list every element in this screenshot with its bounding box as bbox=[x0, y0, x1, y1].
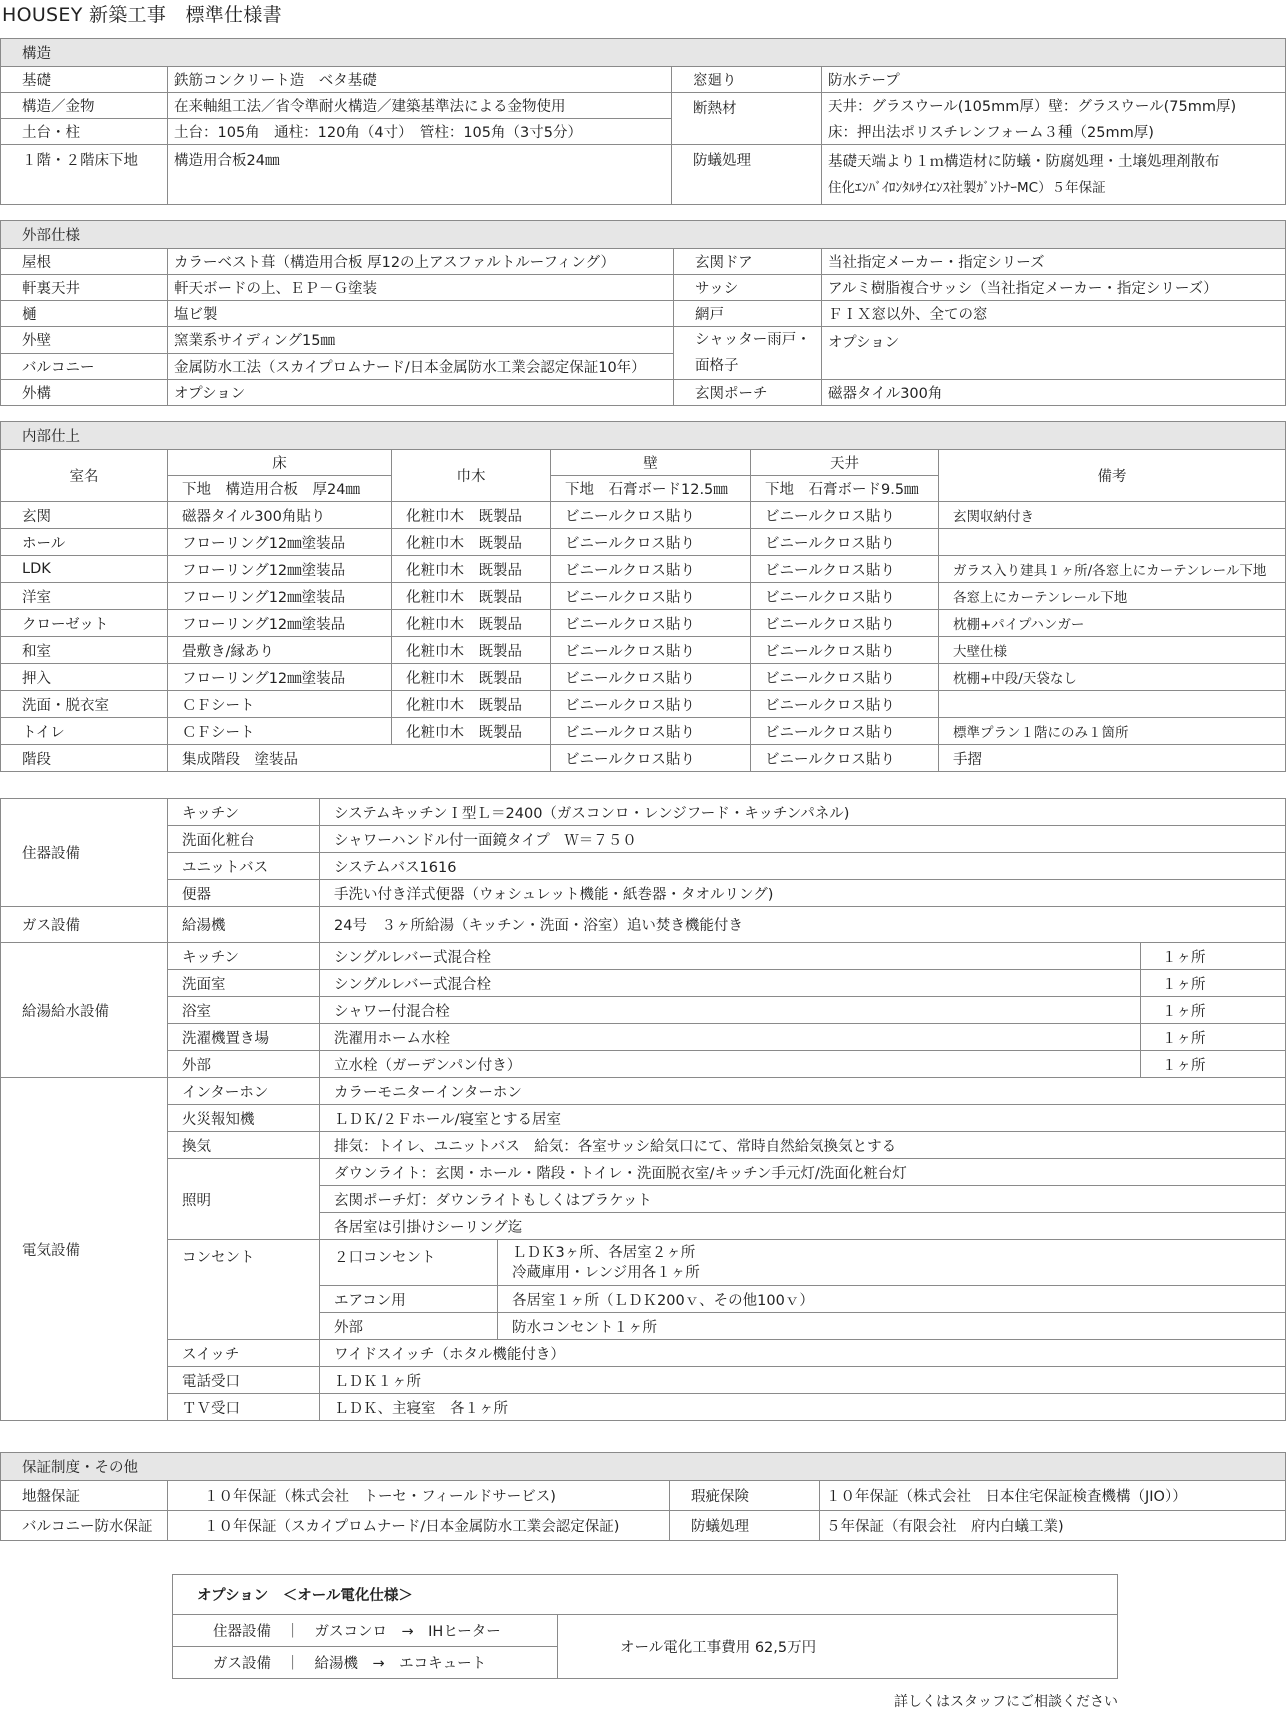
cell-floor: フローリング12㎜塗装品 bbox=[168, 529, 392, 556]
value-line: 基礎天端より１ｍ構造材に防蟻・防腐処理・土壌処理剤散布 bbox=[828, 154, 1220, 170]
equip-group-label: 住器設備 bbox=[1, 799, 168, 907]
equip-value: 24号 ３ヶ所給湯（キッチン・洗面・浴室）追い焚き機能付き bbox=[320, 907, 1286, 943]
row-label: 地盤保証 bbox=[1, 1481, 168, 1511]
equip-value: シングルレバー式混合栓 bbox=[320, 943, 1141, 970]
cell-room: トイレ bbox=[1, 718, 168, 745]
cell-baseboard: 化粧巾木 既製品 bbox=[392, 529, 551, 556]
equip-item: 洗面化粧台 bbox=[168, 826, 320, 853]
page-title: HOUSEY 新築工事 標準仕様書 bbox=[2, 4, 282, 26]
equip-value: システムキッチンＩ型Ｌ＝2400（ガスコンロ・レンジフード・キッチンパネル) bbox=[320, 799, 1286, 826]
equipment-section bbox=[0, 798, 1286, 1421]
equip-item: 外部 bbox=[168, 1051, 320, 1078]
cell-ceiling: ビニールクロス貼り bbox=[751, 610, 939, 637]
equip-item: 洗面室 bbox=[168, 970, 320, 997]
equip-item: キッチン bbox=[168, 799, 320, 826]
option-heading: オプション ＜オール電化仕様＞ bbox=[173, 1575, 1118, 1615]
row-label bbox=[674, 327, 822, 380]
equip-value: 排気：トイレ、ユニットバス 給気：各室サッシ給気口にて、常時自然給気換気とする bbox=[320, 1132, 1286, 1159]
cell-room: 和室 bbox=[1, 637, 168, 664]
equip-value: 立水栓（ガーデンパン付き） bbox=[320, 1051, 1141, 1078]
row-value: 塩ビ製 bbox=[168, 301, 674, 327]
row-value: カラーベスト葺（構造用合板 厚12の上アスファルトルーフィング） bbox=[168, 249, 674, 275]
value-line: 住化ｴﾝﾊﾞｲﾛﾝﾀﾙｻｲｴﾝｽ社製ｶﾞﾝﾄﾅｰMC）５年保証 bbox=[828, 180, 1106, 196]
cell-baseboard: 化粧巾木 既製品 bbox=[392, 610, 551, 637]
row-label: 窓廻り bbox=[672, 67, 822, 93]
cell-room: 玄関 bbox=[1, 502, 168, 529]
row-label: １階・２階床下地 bbox=[1, 145, 168, 205]
cell-ceiling: ビニールクロス貼り bbox=[751, 556, 939, 583]
cell-floor: 畳敷き/縁あり bbox=[168, 637, 392, 664]
cell-room: 階段 bbox=[1, 745, 168, 772]
table-row bbox=[1, 502, 1286, 529]
cell-baseboard: 化粧巾木 既製品 bbox=[392, 502, 551, 529]
equip-item: 洗濯機置き場 bbox=[168, 1024, 320, 1051]
row-label: 樋 bbox=[1, 301, 168, 327]
col-header-ceiling: 天井 bbox=[751, 450, 939, 476]
row-value: ５年保証（有限会社 府内白蟻工業) bbox=[820, 1511, 1286, 1541]
outlet-value: 各居室１ヶ所（ＬＤＫ200ｖ、その他100ｖ） bbox=[498, 1286, 1286, 1313]
row-label: 断熱材 bbox=[672, 93, 822, 145]
option-item: ガス設備 ｜ 給湯機 → エコキュート bbox=[173, 1647, 558, 1679]
row-value: １０年保証（スカイプロムナード/日本金属防水工業会認定保証) bbox=[168, 1511, 670, 1541]
cell-wall: ビニールクロス貼り bbox=[551, 691, 751, 718]
equip-value: ダウンライト：玄関・ホール・階段・トイレ・洗面脱衣室/キッチン手元灯/洗面化粧台灯 bbox=[320, 1159, 1286, 1186]
col-subheader-floor: 下地 構造用合板 厚24㎜ bbox=[168, 476, 392, 502]
cell-ceiling: ビニールクロス貼り bbox=[751, 664, 939, 691]
row-value: 金属防水工法（スカイプロムナード/日本金属防水工業会認定保証10年） bbox=[168, 353, 674, 380]
equip-item: コンセント bbox=[168, 1240, 320, 1340]
equip-count: １ヶ所 bbox=[1141, 970, 1286, 997]
section-heading: 内部仕上 bbox=[1, 422, 1286, 450]
row-label: 土台・柱 bbox=[1, 119, 168, 145]
option-box bbox=[172, 1574, 1118, 1679]
section-heading: 構造 bbox=[1, 39, 1286, 67]
cell-room: 洋室 bbox=[1, 583, 168, 610]
equip-item: 換気 bbox=[168, 1132, 320, 1159]
equip-value: ワイドスイッチ（ホタル機能付き） bbox=[320, 1340, 1286, 1367]
table-row bbox=[1, 691, 1286, 718]
interior-section bbox=[0, 421, 1286, 772]
table-row bbox=[1, 610, 1286, 637]
row-label: 軒裏天井 bbox=[1, 275, 168, 301]
equip-value: シングルレバー式混合栓 bbox=[320, 970, 1141, 997]
section-heading: 保証制度・その他 bbox=[1, 1453, 1286, 1481]
cell-baseboard: 化粧巾木 既製品 bbox=[392, 691, 551, 718]
row-value bbox=[822, 145, 1286, 205]
equip-group-label: 給湯給水設備 bbox=[1, 943, 168, 1078]
cell-room: 洗面・脱衣室 bbox=[1, 691, 168, 718]
cell-ceiling: ビニールクロス貼り bbox=[751, 502, 939, 529]
equip-group-label: 電気設備 bbox=[1, 1078, 168, 1421]
row-label: 玄関ドア bbox=[674, 249, 822, 275]
equip-item: キッチン bbox=[168, 943, 320, 970]
cell-wall: ビニールクロス貼り bbox=[551, 745, 751, 772]
cell-room: LDK bbox=[1, 556, 168, 583]
equip-count: １ヶ所 bbox=[1141, 1024, 1286, 1051]
equip-item: ＴＶ受口 bbox=[168, 1394, 320, 1421]
equip-value: 手洗い付き洋式便器（ウォシュレット機能・紙巻器・タオルリング) bbox=[320, 880, 1286, 907]
equip-value: 洗濯用ホーム水栓 bbox=[320, 1024, 1141, 1051]
row-value: 窯業系サイディング15㎜ bbox=[168, 327, 674, 354]
equip-value: シャワー付混合栓 bbox=[320, 997, 1141, 1024]
cell-floor: フローリング12㎜塗装品 bbox=[168, 610, 392, 637]
equip-value: 玄関ポーチ灯：ダウンライトもしくはブラケット bbox=[320, 1186, 1286, 1213]
cell-wall: ビニールクロス貼り bbox=[551, 610, 751, 637]
row-value: 構造用合板24㎜ bbox=[168, 145, 672, 205]
row-label: 基礎 bbox=[1, 67, 168, 93]
col-header-wall: 壁 bbox=[551, 450, 751, 476]
row-value: 鉄筋コンクリート造 ベタ基礎 bbox=[168, 67, 672, 93]
equip-value: 各居室は引掛けシーリング迄 bbox=[320, 1213, 1286, 1240]
row-value: オプション bbox=[822, 327, 1286, 380]
cell-wall: ビニールクロス貼り bbox=[551, 664, 751, 691]
cell-room: ホール bbox=[1, 529, 168, 556]
structure-section bbox=[0, 38, 1286, 205]
equip-value: ＬＤＫ/２Ｆホール/寝室とする居室 bbox=[320, 1105, 1286, 1132]
cell-notes bbox=[939, 529, 1286, 556]
equip-value: シャワーハンドル付一面鏡タイプ Ｗ＝７５０ bbox=[320, 826, 1286, 853]
col-header-baseboard: 巾木 bbox=[392, 450, 551, 502]
warranty-section bbox=[0, 1452, 1286, 1541]
cell-room: クローゼット bbox=[1, 610, 168, 637]
row-label: 瑕疵保険 bbox=[670, 1481, 820, 1511]
equip-item: 照明 bbox=[168, 1159, 320, 1240]
section-heading: 外部仕様 bbox=[1, 221, 1286, 249]
equip-count: １ヶ所 bbox=[1141, 1051, 1286, 1078]
row-value: 磁器タイル300角 bbox=[822, 380, 1286, 406]
cell-wall: ビニールクロス貼り bbox=[551, 529, 751, 556]
table-row bbox=[1, 529, 1286, 556]
cell-wall: ビニールクロス貼り bbox=[551, 637, 751, 664]
cell-floor: 集成階段 塗装品 bbox=[168, 745, 551, 772]
cell-ceiling: ビニールクロス貼り bbox=[751, 718, 939, 745]
equip-group-label: ガス設備 bbox=[1, 907, 168, 943]
cell-notes: 各窓上にカーテンレール下地 bbox=[939, 583, 1286, 610]
table-row bbox=[1, 718, 1286, 745]
cell-baseboard: 化粧巾木 既製品 bbox=[392, 637, 551, 664]
equip-item: 便器 bbox=[168, 880, 320, 907]
table-row bbox=[1, 637, 1286, 664]
cell-floor: ＣＦシート bbox=[168, 718, 392, 745]
row-value: オプション bbox=[168, 380, 674, 406]
equip-value: ＬＤＫ１ヶ所 bbox=[320, 1367, 1286, 1394]
equip-item: 電話受口 bbox=[168, 1367, 320, 1394]
cell-room: 押入 bbox=[1, 664, 168, 691]
cell-floor: フローリング12㎜塗装品 bbox=[168, 664, 392, 691]
outlet-value: 防水コンセント１ヶ所 bbox=[498, 1313, 1286, 1340]
row-value: 当社指定メーカー・指定シリーズ bbox=[822, 249, 1286, 275]
equip-value: カラーモニターインターホン bbox=[320, 1078, 1286, 1105]
cell-wall: ビニールクロス貼り bbox=[551, 502, 751, 529]
row-value: 在来軸組工法／省令準耐火構造／建築基準法による金物使用 bbox=[168, 93, 672, 119]
row-label: バルコニー防水保証 bbox=[1, 1511, 168, 1541]
row-label: 防蟻処理 bbox=[670, 1511, 820, 1541]
row-value: 天井：グラスウール(105mm厚）壁：グラスウール(75mm厚) bbox=[822, 93, 1286, 119]
cell-notes: 玄関収納付き bbox=[939, 502, 1286, 529]
cell-ceiling: ビニールクロス貼り bbox=[751, 745, 939, 772]
row-value: 床：押出法ポリスチレンフォーム３種（25mm厚) bbox=[822, 119, 1286, 145]
row-value: 防水テープ bbox=[822, 67, 1286, 93]
outlet-type: ２口コンセント bbox=[320, 1240, 498, 1286]
equip-count: １ヶ所 bbox=[1141, 997, 1286, 1024]
cell-baseboard: 化粧巾木 既製品 bbox=[392, 556, 551, 583]
outlet-type: エアコン用 bbox=[320, 1286, 498, 1313]
cell-notes: 標準プラン１階にのみ１箇所 bbox=[939, 718, 1286, 745]
table-row bbox=[1, 556, 1286, 583]
col-header-notes: 備考 bbox=[939, 450, 1286, 502]
exterior-section bbox=[0, 220, 1286, 406]
outlet-type: 外部 bbox=[320, 1313, 498, 1340]
table-row bbox=[1, 583, 1286, 610]
equip-item: 給湯機 bbox=[168, 907, 320, 943]
equip-count: １ヶ所 bbox=[1141, 943, 1286, 970]
equip-item: 浴室 bbox=[168, 997, 320, 1024]
cell-baseboard: 化粧巾木 既製品 bbox=[392, 664, 551, 691]
value-line: ＬＤＫ3ヶ所、各居室２ヶ所 bbox=[512, 1244, 696, 1261]
col-subheader-ceiling: 下地 石膏ボード9.5㎜ bbox=[751, 476, 939, 502]
row-value: １０年保証（株式会社 日本住宅保証検査機構（JIO）） bbox=[820, 1481, 1286, 1511]
option-item: 住器設備 ｜ ガスコンロ → IHヒーター bbox=[173, 1615, 558, 1647]
cell-floor: フローリング12㎜塗装品 bbox=[168, 556, 392, 583]
row-label: サッシ bbox=[674, 275, 822, 301]
equip-item: 火災報知機 bbox=[168, 1105, 320, 1132]
cell-floor: フローリング12㎜塗装品 bbox=[168, 583, 392, 610]
value-line: 冷蔵庫用・レンジ用各１ヶ所 bbox=[512, 1264, 700, 1281]
row-label: 防蟻処理 bbox=[672, 145, 822, 205]
cell-baseboard: 化粧巾木 既製品 bbox=[392, 583, 551, 610]
cell-notes: 大壁仕様 bbox=[939, 637, 1286, 664]
equip-item: スイッチ bbox=[168, 1340, 320, 1367]
row-value: ＦＩＸ窓以外、全ての窓 bbox=[822, 301, 1286, 327]
row-value: 土台：105角 通柱：120角（4寸） 管柱：105角（3寸5分） bbox=[168, 119, 672, 145]
cell-floor: ＣＦシート bbox=[168, 691, 392, 718]
cell-notes: 枕棚+中段/天袋なし bbox=[939, 664, 1286, 691]
equip-item: ユニットバス bbox=[168, 853, 320, 880]
row-label: 外壁 bbox=[1, 327, 168, 354]
cell-wall: ビニールクロス貼り bbox=[551, 583, 751, 610]
equip-value: ＬＤＫ、主寝室 各１ヶ所 bbox=[320, 1394, 1286, 1421]
cell-floor: 磁器タイル300角貼り bbox=[168, 502, 392, 529]
cell-ceiling: ビニールクロス貼り bbox=[751, 637, 939, 664]
cell-ceiling: ビニールクロス貼り bbox=[751, 583, 939, 610]
row-label: 構造／金物 bbox=[1, 93, 168, 119]
cell-baseboard: 化粧巾木 既製品 bbox=[392, 718, 551, 745]
cell-notes bbox=[939, 691, 1286, 718]
label-line: シャッター雨戸・ bbox=[695, 332, 811, 348]
table-row bbox=[1, 664, 1286, 691]
row-label: 外構 bbox=[1, 380, 168, 406]
cell-notes: ガラス入り建具１ヶ所/各窓上にカーテンレール下地 bbox=[939, 556, 1286, 583]
equip-value: システムバス1616 bbox=[320, 853, 1286, 880]
row-label: 玄関ポーチ bbox=[674, 380, 822, 406]
cell-ceiling: ビニールクロス貼り bbox=[751, 529, 939, 556]
row-value: 軒天ボードの上、ＥＰ－Ｇ塗装 bbox=[168, 275, 674, 301]
equip-item: インターホン bbox=[168, 1078, 320, 1105]
cell-wall: ビニールクロス貼り bbox=[551, 556, 751, 583]
cell-wall: ビニールクロス貼り bbox=[551, 718, 751, 745]
table-row bbox=[1, 745, 1286, 772]
label-line: 面格子 bbox=[695, 358, 739, 374]
row-label: 屋根 bbox=[1, 249, 168, 275]
cell-notes: 手摺 bbox=[939, 745, 1286, 772]
cell-notes: 枕棚+パイプハンガー bbox=[939, 610, 1286, 637]
row-value: １０年保証（株式会社 トーセ・フィールドサービス) bbox=[168, 1481, 670, 1511]
col-header-floor: 床 bbox=[168, 450, 392, 476]
cell-ceiling: ビニールクロス貼り bbox=[751, 691, 939, 718]
row-value: アルミ樹脂複合サッシ（当社指定メーカー・指定シリーズ） bbox=[822, 275, 1286, 301]
option-cost: オール電化工事費用 62,5万円 bbox=[558, 1615, 1118, 1679]
col-subheader-wall: 下地 石膏ボード12.5㎜ bbox=[551, 476, 751, 502]
row-label: バルコニー bbox=[1, 353, 168, 380]
col-header-room: 室名 bbox=[1, 450, 168, 502]
row-label: 網戸 bbox=[674, 301, 822, 327]
footnote: 詳しくはスタッフにご相談ください bbox=[894, 1694, 1118, 1710]
outlet-value bbox=[498, 1240, 1286, 1286]
